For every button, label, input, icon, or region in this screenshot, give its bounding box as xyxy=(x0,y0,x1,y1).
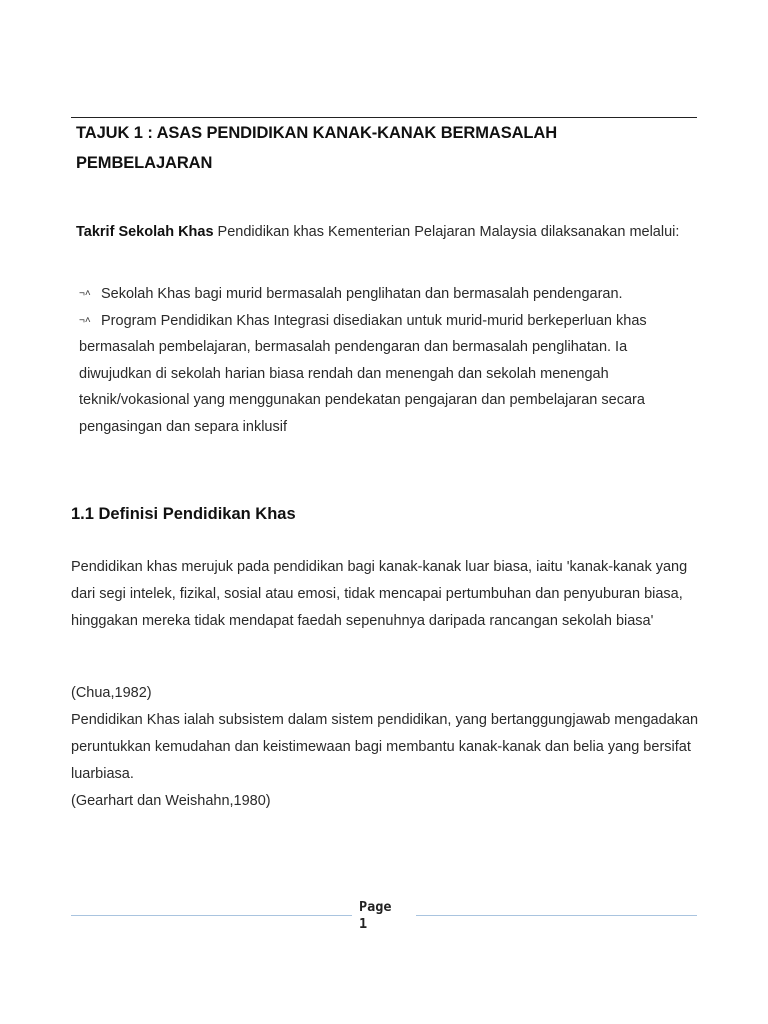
footer-divider-right xyxy=(416,915,697,916)
bullet-icon: ¬˄ xyxy=(79,288,91,299)
page-number-label xyxy=(359,899,392,933)
citation-block xyxy=(71,680,701,815)
intro-text: Pendidikan khas Kementerian Pelajaran Malaysia dilaksanakan melalui: xyxy=(213,224,680,240)
list-item xyxy=(79,281,699,308)
definition-paragraph: Pendidikan khas merujuk pada pendidikan bagi kanak-kanak luar biasa, iaitu 'kanak-kanak yang dari segi intelek, fizikal, sosial atau emosi, tidak mencapai pertumbuhan dan penyuburan biasa, hinggakan mereka tidak mendapat faedah sepenuhnya daripada rancangan sekolah biasa' xyxy=(71,559,688,629)
intro-term: Takrif Sekolah Khas xyxy=(76,224,214,240)
definition-paragraph-2: Pendidikan Khas ialah subsistem dalam sistem pendidikan, yang bertanggungjawab mengadakan peruntukkan kemudahan dan keistimewaan bagi membantu kanak-kanak dan belia yang bersifat luarbiasa. xyxy=(71,712,699,782)
footer-divider-left xyxy=(71,915,352,916)
intro-paragraph xyxy=(76,219,696,246)
bullet-list xyxy=(79,281,699,440)
page-word: Page xyxy=(359,899,392,915)
citation-text: (Chua,1982) xyxy=(71,685,152,701)
page-number: 1 xyxy=(359,916,368,932)
bullet-text: Sekolah Khas bagi murid bermasalah penglihatan dan bermasalah pendengaran. xyxy=(101,286,623,302)
page-title: TAJUK 1 : ASAS PENDIDIKAN KANAK-KANAK BERMASALAH PEMBELAJARAN xyxy=(76,124,558,172)
bullet-icon: ¬˄ xyxy=(79,314,91,326)
section-heading: 1.1 Definisi Pendidikan Khas xyxy=(71,505,296,523)
citation-text: (Gearhart dan Weishahn,1980) xyxy=(71,793,271,809)
list-item xyxy=(79,308,699,441)
bullet-text: Program Pendidikan Khas Integrasi disediakan untuk murid-murid berkeperluan khas bermasalah pembelajaran, bermasalah pendengaran dan bermasalah penglihatan. Ia diwujudkan di sekolah harian biasa rendah dan menengah dan sekolah menengah teknik/vokasional yang menggunakan pendekatan pengajaran dan pembelajaran secara pengasingan dan separa inklusif xyxy=(79,312,647,435)
